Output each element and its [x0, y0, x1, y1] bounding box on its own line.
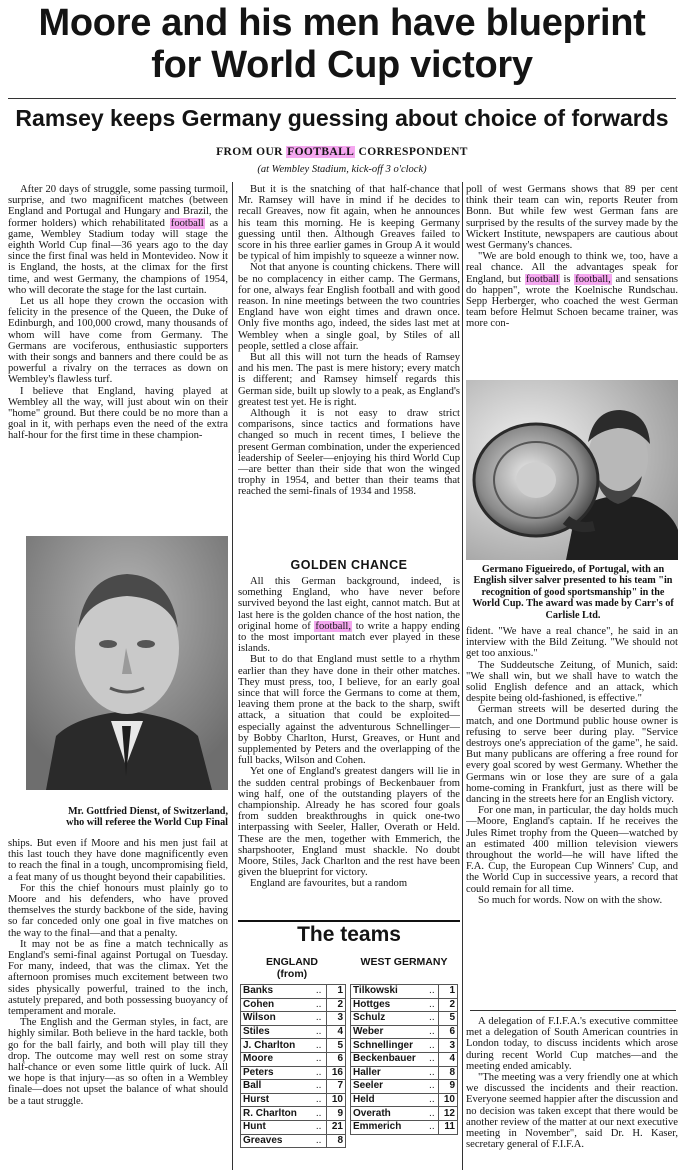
- referee-photo-caption: Mr. Gottfried Dienst, of Switzerland, who will referee the World Cup Final: [66, 806, 228, 829]
- roster-row: [351, 1025, 458, 1039]
- headline: [0, 2, 684, 86]
- leader-dots: ..: [427, 1039, 438, 1053]
- roster-row: [241, 1120, 346, 1134]
- roster-row: [241, 1052, 346, 1066]
- col3-paragraph-7: So much for words. Now on with the show.: [478, 894, 663, 906]
- player-number: 6: [327, 1052, 346, 1066]
- player-name: Tilkowski: [351, 985, 428, 999]
- column-2-middle: [238, 576, 460, 916]
- leader-dots: ..: [427, 1120, 438, 1134]
- col2-paragraph-4: Although it is not easy to draw strict comparisons, since tactics and formations have changed so much in recent times, I believe the present German combination, under the experienced leadership of Seeler—enjoying his third World Cup—are better than their side that won the winged trophy in 1954, and better than their teams that reached the semi-finals of 1934 and 1958.: [238, 408, 460, 498]
- roster-row: [351, 1107, 458, 1121]
- col3-p2-text-a: "We are bold enough to think we, too, have a real chance. All the advantages speak for England, but: [466, 251, 678, 285]
- player-name: Cohen: [241, 998, 314, 1012]
- roster-row: [241, 985, 346, 999]
- player-name: J. Charlton: [241, 1039, 314, 1053]
- player-number: 11: [439, 1120, 458, 1134]
- column-3-bottom: [466, 1016, 678, 1170]
- player-name: Haller: [351, 1066, 428, 1080]
- leader-dots: ..: [314, 1120, 327, 1134]
- col2-paragraph-7: Yet one of England's greatest dangers will lie in the sudden central probings of Beckenbauer from wing half, one of the outstanding players of the championship. Already he has scored four goals from sudden breakthroughs in quick one-two interpassing with Seeler, Haller, Overath or Held. These are the men, together with Emmerich, the sharpshooter, England must shackle. No doubt Moore, Stiles, Jack Charlton and the rest have been given the blueprint for victory.: [238, 766, 460, 879]
- column-3-divider: [470, 1010, 676, 1011]
- roster-row: [241, 1039, 346, 1053]
- player-name: Wilson: [241, 1012, 314, 1026]
- leader-dots: ..: [427, 985, 438, 999]
- col2-paragraph-6: But to do that England must settle to a rhythm earlier than they have done in their other matches. They must press, too, I believe, for an early goal since that will force the Germans to come at them, leaving them prone at the back to the sharp, swift attack, a situation that could be exploited—especially against the adventurous Schnellinger—by Bobby Charlton, Hurst, Greaves, or Hunt and supplemented by Peters and the overlapping of the full backs, Wilson and Cohen.: [238, 654, 460, 767]
- figueiredo-photo: [466, 380, 678, 560]
- leader-dots: ..: [427, 1052, 438, 1066]
- col3-p2-highlight-2: football,: [575, 273, 611, 285]
- player-name: Hunt: [241, 1120, 314, 1134]
- player-name: Schulz: [351, 1012, 428, 1026]
- figueiredo-salver-image: [466, 380, 678, 560]
- figueiredo-photo-caption: Germano Figueiredo, of Portugal, with an English silver salver presented to his team "in recognition of good sportsmanship" in the World Cup. The award was made by Carr's of Carlisle Ltd.: [472, 564, 674, 621]
- player-number: 8: [327, 1134, 346, 1148]
- byline-highlight: FOOTBALL: [287, 146, 355, 158]
- player-name: Overath: [351, 1107, 428, 1121]
- leader-dots: ..: [427, 1080, 438, 1094]
- player-name: Ball: [241, 1080, 314, 1094]
- player-name: R. Charlton: [241, 1107, 314, 1121]
- player-number: 12: [439, 1107, 458, 1121]
- germany-heading: WEST GERMANY: [360, 956, 448, 968]
- roster-row: [241, 1025, 346, 1039]
- roster-row: [351, 1080, 458, 1094]
- headline-line-1: Moore and his men have blueprint: [38, 2, 646, 44]
- col2-paragraph-8: England are favourites, but a random: [250, 878, 408, 890]
- player-number: 2: [439, 998, 458, 1012]
- roster-row: [351, 985, 458, 999]
- col3-paragraph-9: "The meeting was a very friendly one at which we discussed the incidents and their reaction. Everyone seemed happier after the discussion and no decision was taken except that there would be another review of the matter at our next executive meeting in November", said Dr. H. Kaser, secretary general of F.I.F.A.: [466, 1072, 678, 1151]
- roster-row: [351, 1120, 458, 1134]
- leader-dots: ..: [314, 1012, 327, 1026]
- roster-row: [241, 1134, 346, 1148]
- col1-paragraph-3: I believe that England, having played at Wembley all the way, will just about win on their "home" ground. But there could be no more than a goal in it, with perhaps even the need of the extra half-hour for the first time in these champion-: [8, 385, 228, 442]
- col3-p2-highlight-1: football: [525, 273, 559, 285]
- player-number: 5: [327, 1039, 346, 1053]
- player-name: Hottges: [351, 998, 428, 1012]
- player-number: 9: [327, 1107, 346, 1121]
- col1-p1-text-a: After 20 days of struggle, some passing turmoil, surprise, and two magnificent matches (between England and Portugal and Hungary and Brazil, the former holders) which rehabilitated: [8, 184, 228, 229]
- leader-dots: ..: [427, 1066, 438, 1080]
- player-number: 16: [327, 1066, 346, 1080]
- player-name: Schnellinger: [351, 1039, 428, 1053]
- player-name: Emmerich: [351, 1120, 428, 1134]
- player-name: Banks: [241, 985, 314, 999]
- player-number: 4: [327, 1025, 346, 1039]
- column-rule-1: [232, 182, 233, 1170]
- col1-p1-text-b: as a game, Wembley Stadium today will stage the eighth World Cup final—36 years ago to the day since the first final was held in Montevideo. Now it is England, the hosts, at the climax for the first time, and west Germany, the champions of 1954, who will decorate the stage for the last curtain.: [8, 217, 228, 296]
- roster-row: [241, 1012, 346, 1026]
- golden-chance-subhead: GOLDEN CHANCE: [290, 558, 408, 572]
- col2-p5-text-b: to write a happy ending to the most important match ever played in these islands.: [238, 620, 460, 655]
- leader-dots: ..: [314, 1025, 327, 1039]
- player-number: 1: [327, 985, 346, 999]
- column-2-top: [238, 184, 460, 556]
- player-name: Beckenbauer: [351, 1052, 428, 1066]
- column-3-top: [466, 184, 678, 380]
- leader-dots: ..: [427, 1025, 438, 1039]
- leader-dots: ..: [314, 1107, 327, 1121]
- col3-paragraph-6: For one man, in particular, the day holds much—Moore, England's captain. If he receives the Jules Rimet trophy from the Queen—watched by an estimated 400 million television viewers throughout the world—he will have lifted the F.A. Cup, the European Cup Winners' Cup, and the World Cup in successive years, a record that could remain for all time.: [466, 805, 678, 895]
- col2-paragraph-5: [238, 576, 460, 654]
- byline-post: CORRESPONDENT: [358, 146, 468, 158]
- col2-p5-highlight: football,: [315, 620, 352, 632]
- player-name: Stiles: [241, 1025, 314, 1039]
- col1-paragraph-1: [8, 184, 228, 296]
- player-name: Held: [351, 1093, 428, 1107]
- leader-dots: ..: [427, 998, 438, 1012]
- col1-p1-highlight: football: [170, 217, 204, 229]
- roster-row: [351, 1052, 458, 1066]
- col3-paragraph-5: German streets will be deserted during the match, and one Dortmund public house owner is refusing to serve beer during play. "Service destroys one's appreciation of the game", he said. But many publicans are offering a free round for every goal scored by west Germany. Whether the Germans win or lose they are sure of a gala home-coming in Frankfurt, just as there will be dancing in the streets here for an English victory.: [466, 704, 678, 806]
- col2-paragraph-3: But all this will not turn the heads of Ramsey and his men. The past is mere history; every match is different; and Ramsey himself regards this German side, built up slowly to a peak, as England's greatest test yet. He is right.: [238, 352, 460, 408]
- byline-pre: FROM OUR: [216, 146, 283, 158]
- roster-row: [241, 998, 346, 1012]
- england-heading: [240, 956, 344, 980]
- col1-paragraph-5: For this the chief honours must plainly go to Moore and his defenders, who have proved themselves the sturdy backbone of the side, having so far conceded only one goal in five matches on the way to the final—and that a penalty.: [8, 882, 228, 939]
- leader-dots: ..: [427, 1093, 438, 1107]
- col3-paragraph-8: A delegation of F.I.F.A.'s executive committee met a delegation of South American countries in London today, to discuss incidents which arose during recent World Cup matches—and the meeting ended amicably.: [466, 1016, 678, 1072]
- roster-row: [241, 1093, 346, 1107]
- player-number: 10: [439, 1093, 458, 1107]
- col3-p2-text-mid: is: [563, 273, 571, 285]
- player-name: Peters: [241, 1066, 314, 1080]
- col2-p5-text-a: All this German background, indeed, is something England, who have never before survived beyond the last eight, cannot match. But at last here is the golden chance of the host nation, the original home of: [238, 576, 460, 632]
- col1-paragraph-7: The English and the German styles, in fact, are highly similar. Both believe in the hard tackle, both go for the ball fairly, and both will play till they drop. The outcome may well rest on some stray half-chance or even some little quirk of luck. All we hope is that injury—as so often in a Wembley finale—does not upset the balance of what should be a taut struggle.: [8, 1017, 228, 1107]
- england-team-table: [240, 984, 346, 1148]
- roster-row: [351, 1039, 458, 1053]
- player-name: Hurst: [241, 1093, 314, 1107]
- roster-row: [241, 1107, 346, 1121]
- teams-top-rule: [238, 920, 460, 922]
- col1-paragraph-2: Let us all hope they crown the occasion with felicity in the presence of the Queen, the Duke of Edinburgh, and 100,000 crowd, many thousands of whom will have come from Germany. The Germans are vociferous, enthusiastic supporters with their songs and banners and there could be as powerful a rivalry on the terraces as down on Wembley's flawless turf.: [8, 296, 228, 386]
- col3-paragraph-4: The Suddeutsche Zeitung, of Munich, said: "We shall win, but we shall have to watch the solid English defence and an attack, which despite being old-fashioned, is effective.": [466, 659, 678, 705]
- roster-row: [351, 1012, 458, 1026]
- player-number: 2: [327, 998, 346, 1012]
- england-heading-text: ENGLAND: [266, 956, 318, 968]
- roster-row: [351, 1093, 458, 1107]
- leader-dots: ..: [427, 1012, 438, 1026]
- subheadline: Ramsey keeps Germany guessing about choice of forwards: [15, 105, 669, 131]
- teams-title: The teams: [297, 923, 401, 946]
- leader-dots: ..: [314, 1052, 327, 1066]
- player-number: 8: [439, 1066, 458, 1080]
- byline: [0, 146, 684, 158]
- column-3-middle: [466, 626, 678, 956]
- rule-under-headline: [8, 98, 676, 99]
- player-name: Weber: [351, 1025, 428, 1039]
- referee-portrait-image: [26, 536, 228, 790]
- player-number: 1: [439, 985, 458, 999]
- col1-paragraph-4: ships. But even if Moore and his men just fail at this last touch they have done magnificently even to reach the final in a tough, uncompromising field, a feat many of us thought beyond their capabilities.: [8, 838, 228, 883]
- roster-row: [241, 1080, 346, 1094]
- roster-row: [241, 1066, 346, 1080]
- player-name: Greaves: [241, 1134, 314, 1148]
- player-number: 5: [439, 1012, 458, 1026]
- col3-paragraph-2: [466, 251, 678, 329]
- leader-dots: ..: [314, 985, 327, 999]
- col2-paragraph-1: But it is the snatching of that half-chance that Mr. Ramsey will have in mind if he decides to recall Greaves, now fit again, when he announces his team this morning. He is keeping Germany guessing until then. Although Greaves failed to score in his three earlier games in Group A it would be typical of him impishly to squeeze a winner now.: [238, 184, 460, 263]
- player-number: 6: [439, 1025, 458, 1039]
- column-1-top: [8, 184, 228, 530]
- col3-p2-text-b: and sensations do happen", wrote the Koelnische Rundschau. Sepp Herberger, who coached the west German team before Helmut Schoen became trainer, was more con-: [466, 273, 678, 330]
- col3-paragraph-3: fident. "We have a real chance", he said in an interview with the Bild Zeitung. "We should not get too anxious.": [466, 626, 678, 660]
- player-number: 9: [439, 1080, 458, 1094]
- leader-dots: ..: [314, 1134, 327, 1148]
- col1-paragraph-6: It may not be as fine a match technically as England's semi-final against Portugal on Tuesday. For many, indeed, that was the climax. Yet the afternoon promises much excitement between two sides physically powerful, trained to the inch, astutely prepared, and both possessing buoyancy of temperament and morale.: [8, 938, 228, 1018]
- roster-row: [351, 1066, 458, 1080]
- headline-line-2: for World Cup victory: [151, 44, 533, 86]
- leader-dots: ..: [314, 1039, 327, 1053]
- leader-dots: ..: [427, 1107, 438, 1121]
- leader-dots: ..: [314, 1093, 327, 1107]
- column-rule-2: [462, 182, 463, 1170]
- player-number: 21: [327, 1120, 346, 1134]
- player-name: Moore: [241, 1052, 314, 1066]
- player-number: 3: [327, 1012, 346, 1026]
- player-number: 4: [439, 1052, 458, 1066]
- player-number: 7: [327, 1080, 346, 1094]
- player-number: 3: [439, 1039, 458, 1053]
- player-number: 10: [327, 1093, 346, 1107]
- column-1-bottom: [8, 838, 228, 1170]
- germany-team-table: [350, 984, 458, 1135]
- col3-paragraph-1: poll of west Germans shows that 89 per cent think their team can win, reports Reuter from Bonn. But while few west German fans are surprised by the results of the survey made by the Wickert Institute, newspapers are cautious about west Germany's chances.: [466, 184, 678, 252]
- leader-dots: ..: [314, 998, 327, 1012]
- col2-paragraph-2: Not that anyone is counting chickens. There will be no complacency in either camp. The Germans, for one, always fear English football and with good reason. In nine meetings between the two countries England have won eight times and drawn once. Only five months ago, indeed, the sides last met at Wembley when a single goal, by Stiles of all people, settled a close affair.: [238, 262, 460, 352]
- player-name: Seeler: [351, 1080, 428, 1094]
- leader-dots: ..: [314, 1066, 327, 1080]
- england-subheading-text: (from): [276, 968, 308, 980]
- leader-dots: ..: [314, 1080, 327, 1094]
- referee-photo: [26, 536, 228, 790]
- dateline: (at Wembley Stadium, kick-off 3 o'clock): [257, 164, 427, 175]
- roster-row: [351, 998, 458, 1012]
